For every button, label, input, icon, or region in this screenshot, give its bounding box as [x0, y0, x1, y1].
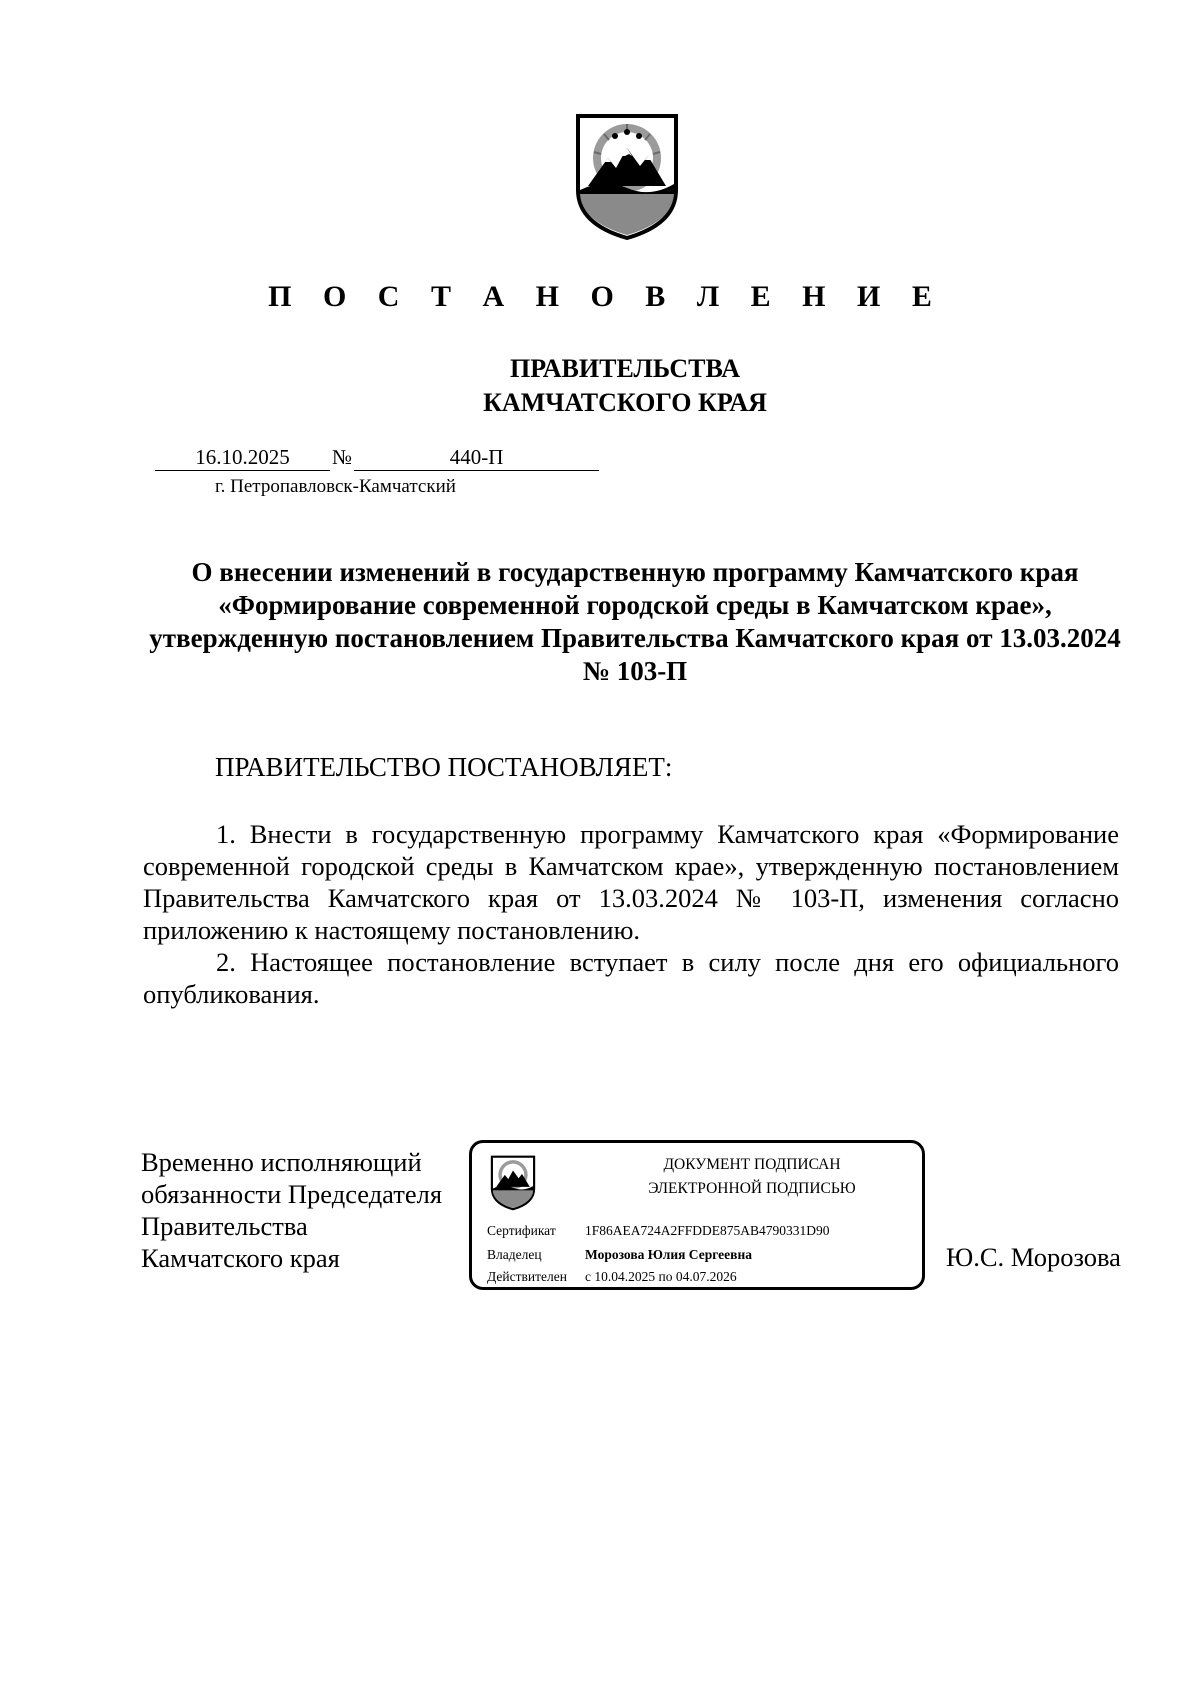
document-number: 440-П [354, 444, 599, 471]
signer-title-line: Правительства [141, 1211, 308, 1241]
certificate-value: 1F86AEA724A2FFDDE875AB4790331D90 [585, 1223, 830, 1238]
stamp-header-line-1: ДОКУМЕНТ ПОДПИСАН [663, 1156, 841, 1173]
kamchatka-coat-of-arms-icon [490, 1155, 536, 1211]
document-date: 16.10.2025 [155, 444, 330, 471]
issuer-name [0, 352, 1200, 420]
document-type-title: П О С Т А Н О В Л Е Н И Е [268, 280, 944, 313]
certificate-label: Сертификат [487, 1223, 556, 1238]
signer-title [141, 1146, 442, 1274]
issuer-line-1: ПРАВИТЕЛЬСТВА [510, 354, 740, 383]
document-body [143, 818, 1119, 1010]
date-number-line [155, 444, 599, 471]
paragraph-2: 2. Настоящее постановление вступает в силу после дня его официального опубликования. [143, 947, 1119, 1009]
owner-label: Владелец [487, 1247, 542, 1262]
validity-label: Действителен [487, 1269, 567, 1284]
kamchatka-coat-of-arms-icon [574, 112, 680, 242]
stamp-validity-row [487, 1269, 737, 1285]
issuer-line-2: КАМЧАТСКОГО КРАЯ [483, 388, 767, 417]
decree-statement: ПРАВИТЕЛЬСТВО ПОСТАНОВЛЯЕТ: [215, 752, 673, 782]
document-subject: О внесении изменений в государственную программу Камчатского края «Формирование современной городской среды в Камчатском крае», утвержденную постановлением Правительства Камчатского края от 13.03.2024 № 103-П [149, 557, 1121, 686]
signer-name: Ю.С. Морозова [946, 1242, 1121, 1272]
stamp-certificate-row [487, 1223, 830, 1239]
paragraph-1: 1. Внести в государственную программу Камчатского края «Формирование современной городской среды в Камчатском крае», утвержденную постановлением Правительства Камчатского края от 13.03.2024 № 103-П, изменения согласно приложению к настоящему постановлению. [143, 819, 1119, 945]
stamp-owner-row [487, 1247, 752, 1263]
signer-title-line: Временно исполняющий [141, 1147, 422, 1177]
validity-value: с 10.04.2025 по 04.07.2026 [585, 1269, 737, 1284]
owner-value: Морозова Юлия Сергеевна [585, 1247, 752, 1262]
stamp-header-line-2: ЭЛЕКТРОННОЙ ПОДПИСЬЮ [648, 1180, 856, 1197]
number-sign: № [332, 445, 353, 469]
signer-title-line: Камчатского края [141, 1243, 340, 1273]
city-name: г. Петропавловск-Камчатский [215, 476, 456, 497]
signer-title-line: обязанности Председателя [141, 1179, 443, 1209]
stamp-header [592, 1153, 912, 1201]
electronic-signature-stamp [469, 1140, 925, 1290]
